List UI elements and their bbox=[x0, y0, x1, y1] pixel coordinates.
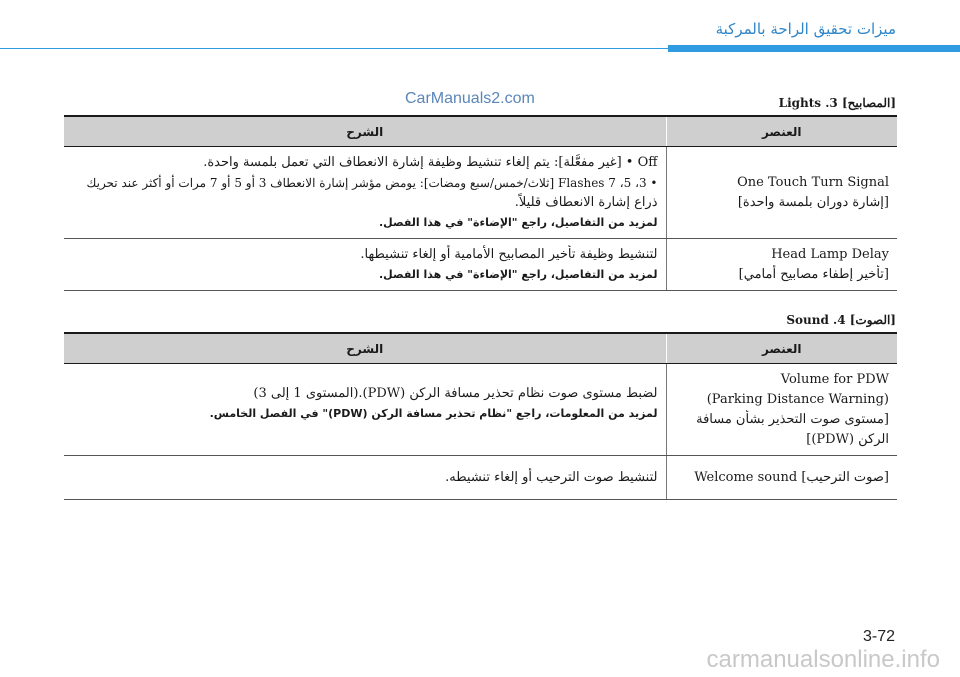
item-name: One Touch Turn Signal bbox=[737, 175, 889, 190]
description-cell bbox=[64, 147, 666, 239]
table-row bbox=[64, 364, 897, 456]
table-row bbox=[64, 239, 897, 291]
item-name-arabic: [تأخير إطفاء مصابيح أمامي] bbox=[738, 267, 889, 282]
table-header-row bbox=[64, 116, 897, 147]
description-line: لضبط مستوى صوت نظام تحذير مسافة الركن (PDW).(المستوى 1 إلى 3) bbox=[253, 386, 658, 401]
reference-note: لمزيد من المعلومات، راجع "نظام تحذير مسافة الركن (PDW)" في الفصل الخامس. bbox=[209, 407, 658, 420]
section-title-lights: [المصابيح] Lights .3 bbox=[778, 96, 896, 110]
description-line: ذراع إشارة الانعطاف قليلاً. bbox=[514, 195, 658, 210]
item-name-arabic: الركن (PDW)] bbox=[806, 432, 889, 447]
lights-table bbox=[64, 115, 897, 291]
item-cell bbox=[666, 147, 897, 239]
item-name: (Parking Distance Warning) bbox=[706, 392, 889, 407]
item-name-arabic: [إشارة دوران بلمسة واحدة] bbox=[737, 195, 889, 210]
item-name: [صوت الترحيب] Welcome sound bbox=[694, 470, 889, 485]
section-title-sound: [الصوت] Sound .4 bbox=[786, 313, 896, 327]
sound-table bbox=[64, 332, 897, 500]
item-cell bbox=[666, 239, 897, 291]
description-cell bbox=[64, 239, 666, 291]
item-cell bbox=[666, 456, 897, 500]
description-line: Off • [غير مفعَّلة]: يتم إلغاء تنشيط وظيفة إشارة الانعطاف التي تعمل بلمسة واحدة. bbox=[203, 155, 658, 170]
header-title: ميزات تحقيق الراحة بالمركبة bbox=[715, 20, 896, 38]
page-number: 3-72 bbox=[862, 628, 895, 645]
description-line: • 3، 5، 7 Flashes [ثلاث/خمس/سبع ومضات]: يومض مؤشر إشارة الانعطاف 3 أو 5 أو 7 مرات أو أكثر عند تحريك bbox=[86, 176, 658, 190]
item-name: Head Lamp Delay bbox=[771, 247, 889, 262]
table-row bbox=[64, 456, 897, 500]
reference-note: لمزيد من التفاصيل، راجع "الإضاءة" في هذا الفصل. bbox=[379, 216, 658, 229]
description-line: لتنشيط وظيفة تأخير المصابيح الأمامية أو إلغاء تنشيطها. bbox=[360, 247, 658, 262]
table-row bbox=[64, 147, 897, 239]
column-header-item: العنصر bbox=[666, 116, 897, 147]
item-name: Volume for PDW bbox=[780, 372, 889, 387]
column-header-item: العنصر bbox=[666, 333, 897, 364]
column-header-description: الشرح bbox=[64, 116, 666, 147]
watermark-top[interactable]: CarManuals2.com bbox=[405, 90, 535, 107]
description-cell bbox=[64, 364, 666, 456]
reference-note: لمزيد من التفاصيل، راجع "الإضاءة" في هذا الفصل. bbox=[379, 268, 658, 281]
description-cell bbox=[64, 456, 666, 500]
table-header-row bbox=[64, 333, 897, 364]
item-cell bbox=[666, 364, 897, 456]
watermark-bottom[interactable]: carmanualsonline.info bbox=[706, 646, 940, 673]
column-header-description: الشرح bbox=[64, 333, 666, 364]
description-line: لتنشيط صوت الترحيب أو إلغاء تنشيطه. bbox=[445, 470, 658, 485]
header-rule-accent bbox=[668, 45, 960, 52]
item-name-arabic: [مستوى صوت التحذير بشأن مسافة bbox=[696, 412, 889, 427]
